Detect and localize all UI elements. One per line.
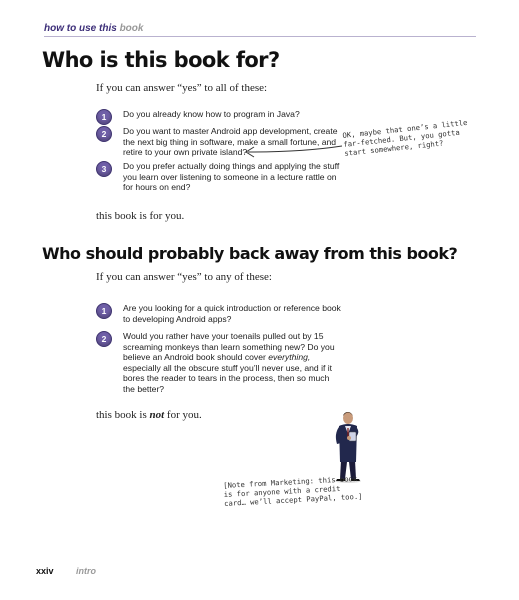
- item-text-emphasis: everything,: [268, 352, 311, 363]
- annotation-note: OK, maybe that one’s a little far-fetched. But, you gotta start somewhere, right?: [342, 117, 468, 158]
- conclusion-part: this book is: [96, 409, 150, 421]
- running-head-prefix: how to use this: [44, 23, 117, 34]
- conclusion-not-for: [96, 409, 202, 421]
- item-text: Do you want to master Android app development, create the next big thing in software, make a small fortune, and retire to your own private island?: [123, 126, 338, 158]
- item-text: Are you looking for a quick introduction or reference book to developing Android apps?: [123, 303, 341, 324]
- number-badge: 3: [96, 161, 112, 177]
- number-badge: 2: [96, 331, 112, 347]
- header-rule: [44, 36, 476, 37]
- businessman-illustration: [325, 404, 371, 484]
- running-head-suffix: book: [119, 23, 144, 34]
- heading-who-for: Who is this book for?: [42, 48, 280, 72]
- conclusion-for: this book is for you.: [96, 210, 185, 222]
- heading-who-not-for: Who should probably back away from this book?: [42, 244, 458, 263]
- item-text-part: especially all the obscure stuff you’ll never use, and if it bores the reader to tears in the process, then so much the better?: [123, 362, 333, 394]
- conclusion-emphasis: not: [149, 409, 165, 421]
- list-item: [96, 161, 476, 211]
- item-text: [123, 331, 341, 395]
- item-text: Do you already know how to program in Java?: [123, 109, 300, 119]
- number-badge: 1: [96, 303, 112, 319]
- number-badge: 2: [96, 126, 112, 142]
- item-text-part: Would you rather have your toenails pulled out by 15 screaming monkeys than learn something new? Do you believe an Android book should cover: [123, 331, 335, 363]
- running-head: [44, 23, 143, 34]
- footer-label: intro: [76, 566, 96, 576]
- list-item: [96, 331, 476, 401]
- number-badge: 1: [96, 109, 112, 125]
- annotation-arrow: [236, 138, 346, 162]
- lead-all: If you can answer “yes” to all of these:: [96, 82, 268, 94]
- lead-any: If you can answer “yes” to any of these:: [96, 271, 272, 283]
- item-text: Do you prefer actually doing things and applying the stuff you learn over listening to someone in a lecture rattle on for hours on end?: [123, 161, 340, 193]
- marketing-note: [Note from Marketing: this book is for anyone with a credit card… we’ll accept PayPal, too.]: [223, 473, 363, 508]
- conclusion-part: for you.: [164, 409, 202, 421]
- page-number: xxiv: [36, 566, 54, 576]
